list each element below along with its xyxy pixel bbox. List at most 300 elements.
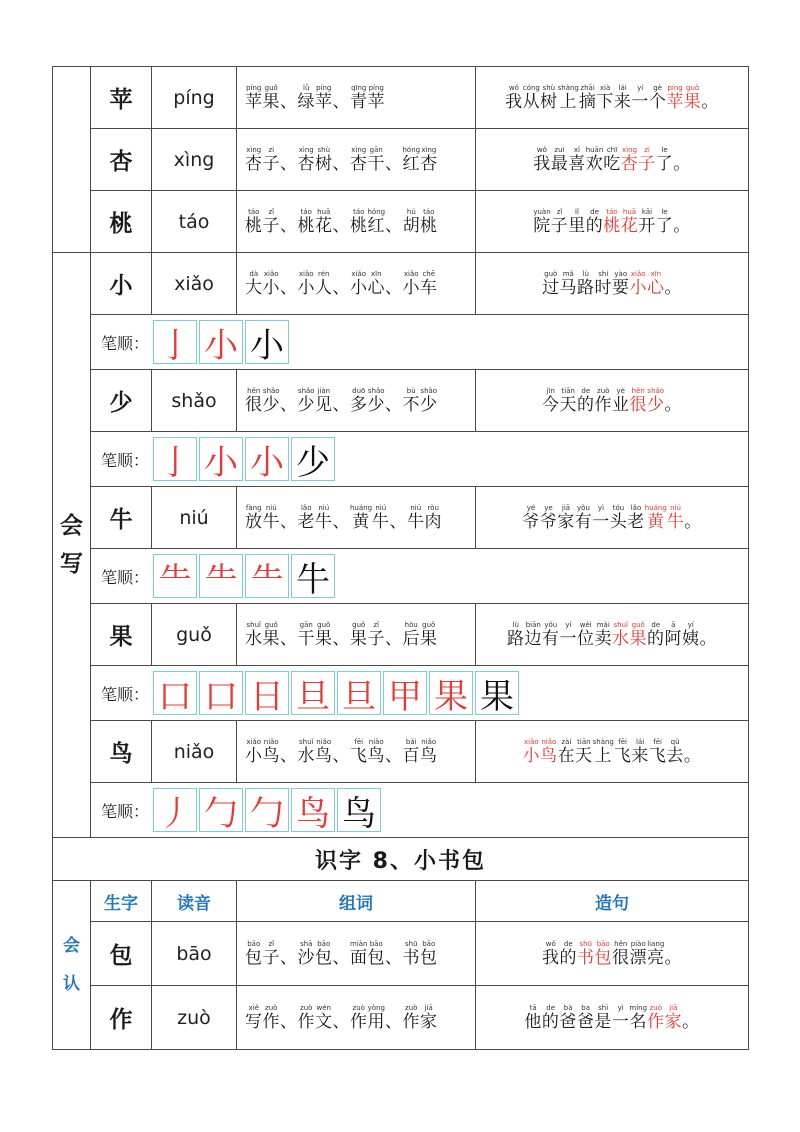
ruby-char: 果guǒ <box>315 620 333 649</box>
sentence-cell <box>476 922 749 986</box>
pinyin-cell: xiǎo <box>152 253 237 315</box>
ruby-char: 沙shā <box>297 939 315 968</box>
char-row <box>53 986 749 1050</box>
words-line <box>245 208 438 236</box>
ruby-char: 来lái <box>613 83 632 112</box>
ruby-char: 作zuò <box>262 1003 280 1032</box>
stroke-step-box: 日 <box>245 671 289 715</box>
stroke-order-cell <box>91 315 749 370</box>
ruby-char: 爸bà <box>559 1003 577 1032</box>
pinyin-cell: guǒ <box>152 604 237 666</box>
ruby-char: 、 <box>332 277 350 298</box>
ruby-char: 鸟niǎo <box>540 737 558 766</box>
ruby-char: 来lái <box>631 737 649 766</box>
category-char: 写 <box>60 551 83 577</box>
stroke-step-box: 甲 <box>383 671 427 715</box>
pinyin-cell: xìng <box>152 129 237 191</box>
ruby-char: 杏xìng <box>350 145 368 174</box>
ruby-char: 很hěn <box>629 386 647 415</box>
ruby-char: 桃táo <box>350 207 368 236</box>
ruby-char: 牛niú <box>407 503 425 532</box>
stroke-order-cell <box>91 549 749 604</box>
header-words: 组词 <box>237 881 476 922</box>
ruby-char: 路lù <box>577 269 595 298</box>
stroke-step-box: 小 <box>245 437 289 481</box>
vocab-table-page <box>52 66 749 1050</box>
sentence-cell <box>476 370 749 432</box>
ruby-char: 开kāi <box>638 207 656 236</box>
ruby-char: 我wǒ <box>542 939 560 968</box>
char-row <box>53 370 749 432</box>
stroke-step-box: 亅 <box>153 437 197 481</box>
ruby-char: 下xià <box>596 83 614 112</box>
char-cell: 包 <box>91 922 152 986</box>
ruby-char: 阿ā <box>664 620 682 649</box>
ruby-char: 里lǐ <box>568 207 586 236</box>
ruby-char: 的de <box>577 386 595 415</box>
ruby-char: 桃táo <box>245 207 263 236</box>
ruby-char: 、 <box>389 511 408 532</box>
stroke-step-box: ⺧ <box>245 554 289 598</box>
ruby-char: 一yí <box>631 83 649 112</box>
sentence-line <box>524 1004 699 1032</box>
pinyin-cell: píng <box>152 67 237 129</box>
category-cell-write <box>53 253 91 838</box>
pinyin-cell: niú <box>152 487 237 549</box>
ruby-char: 干gān <box>367 145 385 174</box>
stroke-order-row <box>53 666 749 721</box>
ruby-char: 要yào <box>612 269 630 298</box>
sentence-line <box>533 208 691 236</box>
ruby-char: 杏xìng <box>420 145 438 174</box>
words-line <box>245 940 438 968</box>
ruby-char: 树shù <box>315 145 333 174</box>
ruby-char: 是shì <box>594 1003 612 1032</box>
ruby-char: 苹píng <box>666 83 684 112</box>
ruby-char: 飞fēi <box>350 737 368 766</box>
ruby-char: 、 <box>332 511 350 532</box>
ruby-char: 、 <box>280 745 298 766</box>
stroke-step-box: 勹 <box>245 788 289 832</box>
lesson-title-row <box>53 838 749 881</box>
ruby-char: 、 <box>332 745 350 766</box>
words-cell <box>237 986 476 1050</box>
words-line <box>245 1004 438 1032</box>
ruby-char: 牛niú <box>315 503 333 532</box>
words-cell <box>237 922 476 986</box>
ruby-char: 我wǒ <box>505 83 523 112</box>
words-line <box>245 146 438 174</box>
ruby-char: 欢huān <box>585 145 604 174</box>
ruby-char: 。 <box>684 511 702 532</box>
ruby-char: 他tā <box>524 1003 542 1032</box>
ruby-char: 多duō <box>350 386 368 415</box>
ruby-char: 、 <box>385 745 403 766</box>
ruby-char: 车chē <box>420 269 438 298</box>
ruby-char: 水shuǐ <box>245 620 263 649</box>
header-pinyin: 读音 <box>152 881 237 922</box>
stroke-step-box: 旦 <box>337 671 381 715</box>
ruby-char: 、 <box>280 947 298 968</box>
ruby-char: 胡hú <box>402 207 421 236</box>
ruby-char: 果guǒ <box>262 83 280 112</box>
stroke-order-boxes <box>153 671 521 715</box>
ruby-char: 水shuǐ <box>612 620 630 649</box>
ruby-char: 。 <box>673 215 691 236</box>
words-cell <box>237 191 476 253</box>
ruby-char: 包bāo <box>245 939 263 968</box>
stroke-order-row <box>53 549 749 604</box>
ruby-char: 、 <box>332 1011 350 1032</box>
stroke-order-boxes <box>153 437 337 481</box>
ruby-char: 包bāo <box>315 939 333 968</box>
stroke-order-label: 笔顺： <box>101 450 150 470</box>
ruby-char: 、 <box>385 394 403 415</box>
ruby-char: 人rén <box>315 269 333 298</box>
ruby-char: 鸟niǎo <box>367 737 385 766</box>
char-cell: 鸟 <box>91 721 152 783</box>
ruby-char: 喜xǐ <box>568 145 586 174</box>
char-row <box>53 604 749 666</box>
sentence-line <box>542 940 682 968</box>
char-cell: 牛 <box>91 487 152 549</box>
ruby-char: 桃táo <box>420 207 438 236</box>
pinyin-cell: bāo <box>152 922 237 986</box>
ruby-char: 牛niú <box>666 503 685 532</box>
ruby-char: 文wén <box>315 1003 333 1032</box>
category-char: 会 <box>60 513 83 539</box>
ruby-char: 、 <box>280 1011 298 1032</box>
ruby-char: 爸ba <box>576 1003 595 1032</box>
category-cell-read <box>53 881 91 1050</box>
sentence-line <box>533 146 691 174</box>
stroke-step-box: 旦 <box>291 671 335 715</box>
ruby-char: 心xīn <box>647 269 665 298</box>
ruby-char: 红hóng <box>367 207 386 236</box>
ruby-char: 、 <box>385 947 403 968</box>
words-line <box>245 270 438 298</box>
header-sentence: 造句 <box>476 881 749 922</box>
char-row <box>53 191 749 253</box>
ruby-char: 子zǐ <box>550 207 569 236</box>
ruby-char: 天tiān <box>575 737 593 766</box>
ruby-char: 了le <box>655 145 674 174</box>
words-cell <box>237 129 476 191</box>
ruby-char: 黄huáng <box>350 503 373 532</box>
ruby-char: 卖mài <box>594 620 612 649</box>
stroke-order-row <box>53 432 749 487</box>
ruby-char: 不bù <box>402 386 420 415</box>
ruby-char: 见jiàn <box>315 386 333 415</box>
pinyin-cell: shǎo <box>152 370 237 432</box>
ruby-char: 的de <box>647 620 665 649</box>
words-cell <box>237 370 476 432</box>
ruby-char: 花huā <box>620 207 639 236</box>
ruby-char: 家jiā <box>557 503 575 532</box>
ruby-char: 、 <box>385 215 403 236</box>
ruby-char: 果guǒ <box>420 620 438 649</box>
ruby-char: 上shàng <box>592 737 614 766</box>
ruby-char: 、 <box>385 1011 403 1032</box>
ruby-char: 边biān <box>524 620 542 649</box>
ruby-char: 鸟niǎo <box>420 737 438 766</box>
ruby-char: 、 <box>332 215 350 236</box>
ruby-char: 。 <box>673 153 691 174</box>
char-cell: 桃 <box>91 191 152 253</box>
ruby-char: 小xiǎo <box>402 269 420 298</box>
ruby-char: 作zuò <box>402 1003 420 1032</box>
ruby-char: 作zuò <box>297 1003 315 1032</box>
ruby-char: 、 <box>280 153 298 174</box>
stroke-order-label: 笔顺： <box>101 333 150 353</box>
stroke-step-box: 亅 <box>153 320 197 364</box>
ruby-char: 个gè <box>648 83 667 112</box>
ruby-char: 、 <box>280 215 298 236</box>
stroke-step-box: 鸟 <box>337 788 381 832</box>
ruby-char: 路lù <box>507 620 525 649</box>
char-cell: 果 <box>91 604 152 666</box>
stroke-step-box: 勹 <box>199 788 243 832</box>
ruby-char: 书shū <box>577 939 595 968</box>
ruby-char: 。 <box>664 277 682 298</box>
column-header-row <box>53 881 749 922</box>
ruby-char: 、 <box>332 628 350 649</box>
ruby-char: 写xiě <box>245 1003 263 1032</box>
ruby-char: 、 <box>385 628 403 649</box>
stroke-order-label: 笔顺： <box>101 567 150 587</box>
ruby-char: 有yǒu <box>542 620 560 649</box>
sentence-cell <box>476 67 749 129</box>
ruby-char: 鸟niǎo <box>262 737 280 766</box>
sentence-cell <box>476 253 749 315</box>
ruby-char: 小xiǎo <box>262 269 280 298</box>
stroke-order-cell <box>91 783 749 838</box>
char-row <box>53 721 749 783</box>
stroke-order-cell <box>91 432 749 487</box>
sentence-line <box>542 270 682 298</box>
ruby-char: 家jiā <box>420 1003 438 1032</box>
stroke-order-row <box>53 315 749 370</box>
ruby-char: 花huā <box>315 207 333 236</box>
stroke-order-boxes <box>153 788 383 832</box>
stroke-step-box: ⺧ <box>199 554 243 598</box>
ruby-char: 、 <box>385 277 403 298</box>
ruby-char: 最zuì <box>550 145 569 174</box>
ruby-char: 青qīng <box>350 83 368 112</box>
ruby-char: 一yí <box>559 620 577 649</box>
ruby-char: 树shù <box>540 83 558 112</box>
ruby-char: 少shǎo <box>297 386 315 415</box>
ruby-char: 小xiǎo <box>629 269 647 298</box>
stroke-step-box: 果 <box>475 671 519 715</box>
ruby-char: 爷ye <box>539 503 558 532</box>
ruby-char: 有yǒu <box>574 503 593 532</box>
ruby-char: 在zài <box>557 737 576 766</box>
ruby-char: 小xiǎo <box>297 269 315 298</box>
ruby-char: 作zuò <box>594 386 612 415</box>
ruby-char: 。 <box>682 1011 700 1032</box>
ruby-char: 、 <box>280 277 298 298</box>
ruby-char: 头tóu <box>609 503 628 532</box>
ruby-char: 名míng <box>629 1003 648 1032</box>
ruby-char: 子zi <box>262 145 280 174</box>
ruby-char: 。 <box>664 394 682 415</box>
ruby-char: 老lǎo <box>627 503 645 532</box>
sentence-cell <box>476 721 749 783</box>
ruby-char: 一yì <box>611 1003 630 1032</box>
ruby-char: 百bǎi <box>402 737 420 766</box>
ruby-char: 杏xìng <box>620 145 639 174</box>
words-cell <box>237 253 476 315</box>
ruby-char: 小xiǎo <box>350 269 368 298</box>
words-cell <box>237 67 476 129</box>
char-row <box>53 922 749 986</box>
sentence-cell <box>476 986 749 1050</box>
ruby-char: 子zi <box>638 145 656 174</box>
ruby-char: 姨yí <box>682 620 700 649</box>
ruby-char: 作zuò <box>647 1003 665 1032</box>
ruby-char: 干gān <box>297 620 315 649</box>
ruby-char: 水shuǐ <box>297 737 315 766</box>
ruby-char: 果guǒ <box>262 620 280 649</box>
ruby-char: 、 <box>332 153 350 174</box>
ruby-char: 吃chī <box>603 145 621 174</box>
char-row <box>53 487 749 549</box>
stroke-step-box: 小 <box>199 437 243 481</box>
ruby-char: 去qù <box>666 737 684 766</box>
stroke-step-box: 小 <box>199 320 243 364</box>
stroke-step-box: 少 <box>291 437 335 481</box>
ruby-char: 漂piào <box>629 939 647 968</box>
ruby-char: 红hóng <box>402 145 421 174</box>
words-line <box>245 621 438 649</box>
sentence-line <box>523 738 702 766</box>
ruby-char: 后hòu <box>402 620 420 649</box>
vocab-table <box>52 66 749 1050</box>
ruby-char: 、 <box>280 511 298 532</box>
ruby-char: 我wǒ <box>533 145 551 174</box>
ruby-char: 放fàng <box>245 503 263 532</box>
ruby-char: 果guǒ <box>683 83 702 112</box>
ruby-char: 时shí <box>594 269 612 298</box>
ruby-char: 苹píng <box>245 83 263 112</box>
char-cell: 小 <box>91 253 152 315</box>
stroke-step-box: 鸟 <box>291 788 335 832</box>
ruby-char: 小xiǎo <box>245 737 263 766</box>
ruby-char: 爷yé <box>522 503 540 532</box>
stroke-order-cell <box>91 666 749 721</box>
ruby-char: 、 <box>385 153 403 174</box>
char-row <box>53 67 749 129</box>
ruby-char: 过guò <box>542 269 560 298</box>
ruby-char: 少shǎo <box>647 386 665 415</box>
ruby-char: 牛niú <box>372 503 390 532</box>
ruby-char: 、 <box>332 394 350 415</box>
ruby-char: 苹píng <box>315 83 333 112</box>
char-row <box>53 253 749 315</box>
category-char: 会 <box>63 936 80 956</box>
ruby-char: 。 <box>664 947 682 968</box>
ruby-char: 飞fēi <box>613 737 632 766</box>
ruby-char: 很hěn <box>245 386 263 415</box>
ruby-char: 、 <box>280 91 298 112</box>
ruby-char: 从cóng <box>522 83 541 112</box>
ruby-char: 杏xìng <box>297 145 315 174</box>
ruby-char: 肉ròu <box>424 503 443 532</box>
pinyin-cell: niǎo <box>152 721 237 783</box>
words-line <box>245 504 442 532</box>
ruby-char: 的de <box>559 939 577 968</box>
ruby-char: 果guǒ <box>629 620 647 649</box>
stroke-step-box: 丿 <box>153 788 197 832</box>
stroke-step-box: 牛 <box>291 554 335 598</box>
sentence-cell <box>476 487 749 549</box>
ruby-char: 飞fēi <box>648 737 667 766</box>
ruby-char: 作zuò <box>350 1003 368 1032</box>
words-cell <box>237 604 476 666</box>
stroke-order-row <box>53 783 749 838</box>
ruby-char: 老lǎo <box>297 503 315 532</box>
ruby-char: 少shǎo <box>262 386 280 415</box>
category-char: 认 <box>63 974 80 994</box>
sentence-line <box>542 387 682 415</box>
lesson-title: 识字 8、小书包 <box>53 838 749 881</box>
ruby-char: 。 <box>701 91 719 112</box>
ruby-char: 大dà <box>245 269 263 298</box>
ruby-char: 位wèi <box>577 620 595 649</box>
ruby-char: 面miàn <box>350 939 368 968</box>
ruby-char: 子zǐ <box>262 207 280 236</box>
header-char: 生字 <box>91 881 152 922</box>
sentence-line <box>507 621 717 649</box>
stroke-step-box: 小 <box>245 320 289 364</box>
ruby-char: 的de <box>585 207 604 236</box>
ruby-char: 一yì <box>592 503 610 532</box>
ruby-char: 子zǐ <box>367 620 385 649</box>
ruby-char: 、 <box>280 394 298 415</box>
char-cell: 少 <box>91 370 152 432</box>
ruby-char: 马mǎ <box>559 269 577 298</box>
ruby-char: 。 <box>683 745 702 766</box>
ruby-char: 很hěn <box>612 939 630 968</box>
pinyin-cell: táo <box>152 191 237 253</box>
ruby-char: 、 <box>332 91 350 112</box>
char-row <box>53 129 749 191</box>
ruby-char: 亮liang <box>647 939 665 968</box>
ruby-char: 杏xìng <box>245 145 263 174</box>
ruby-char: 、 <box>332 947 350 968</box>
words-line <box>245 84 385 112</box>
ruby-char: 小xiǎo <box>522 737 541 766</box>
ruby-char: 用yòng <box>367 1003 385 1032</box>
ruby-char: 业yè <box>612 386 630 415</box>
ruby-char: 黄huáng <box>644 503 667 532</box>
ruby-char: 今jīn <box>542 386 560 415</box>
ruby-char: 桃táo <box>603 207 621 236</box>
ruby-char: 摘zhāi <box>578 83 597 112</box>
pinyin-cell: zuò <box>152 986 237 1050</box>
ruby-char: 子zǐ <box>262 939 280 968</box>
sentence-cell <box>476 191 749 253</box>
ruby-char: 上shàng <box>557 83 579 112</box>
sentence-line <box>505 84 719 112</box>
words-line <box>245 387 438 415</box>
ruby-char: 心xīn <box>367 269 385 298</box>
stroke-step-box: 口 <box>153 671 197 715</box>
sentence-cell <box>476 129 749 191</box>
words-cell <box>237 487 476 549</box>
ruby-char: 了le <box>655 207 674 236</box>
